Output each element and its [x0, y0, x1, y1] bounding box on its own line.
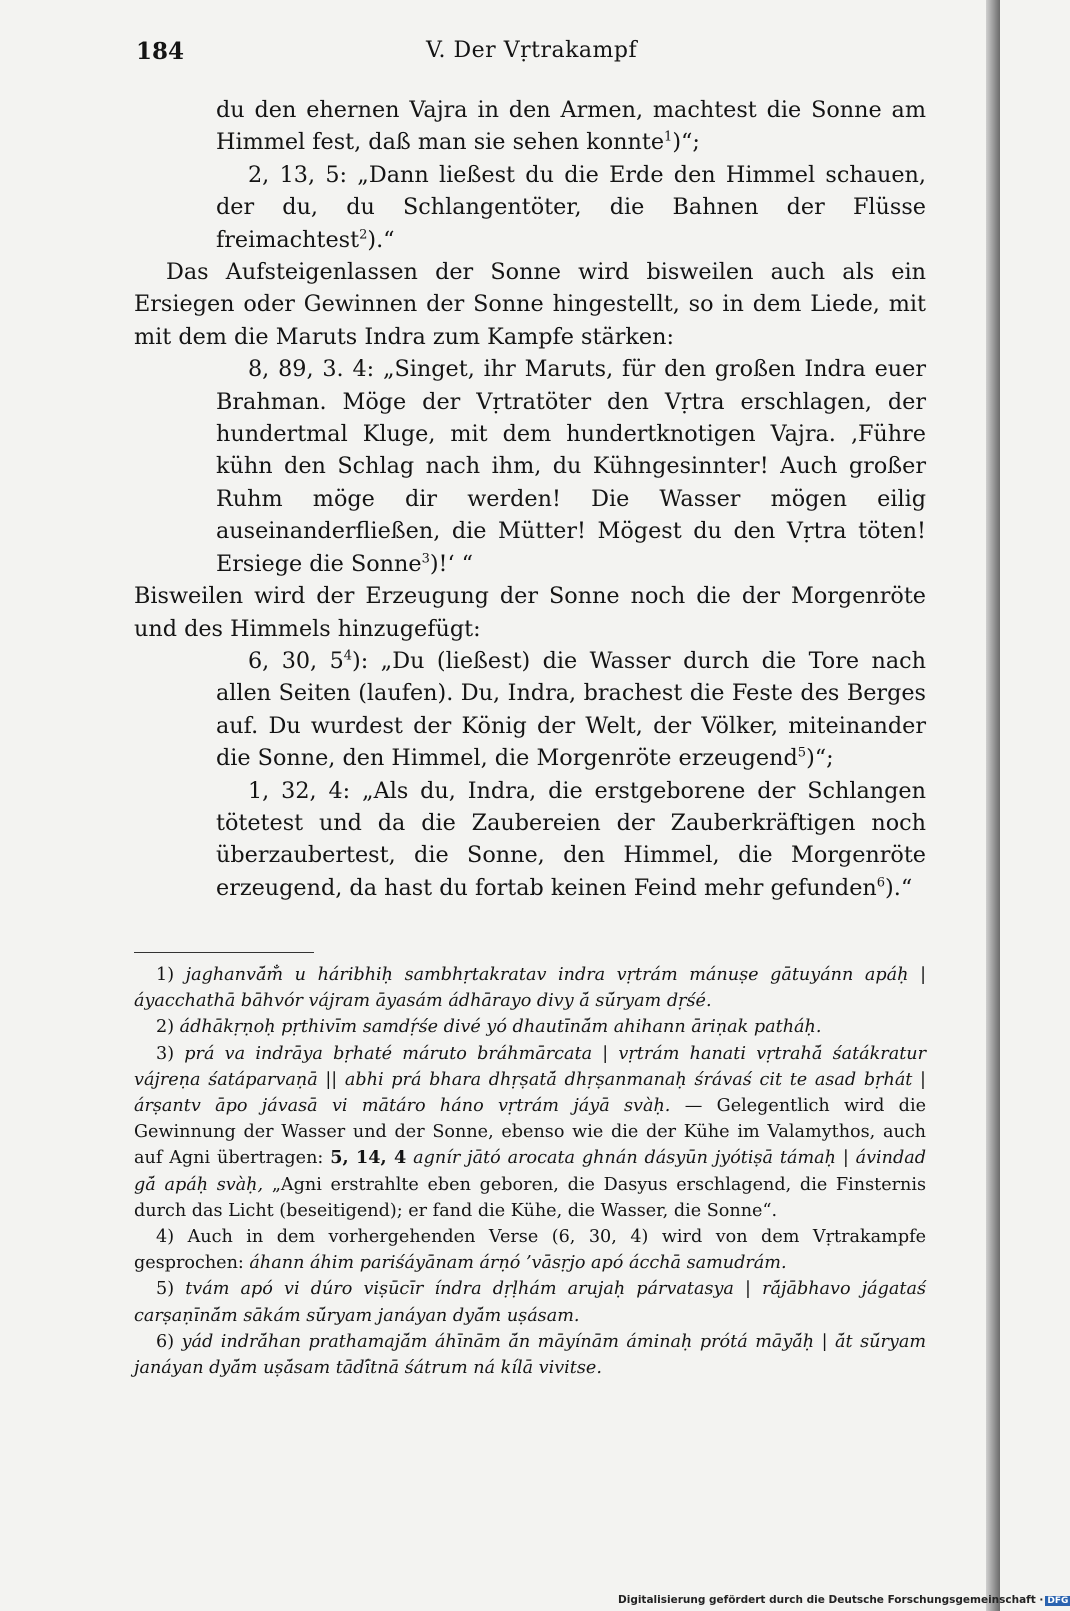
credit-text: Digitalisierung gefördert durch die Deutsche Forschungsgemeinschaft ·	[618, 1594, 1044, 1606]
sanskrit-text: prá va indrāya bṛhaté máruto bráhmārcata | vṛtrám hanati vṛtrahā́ śatákratur vájreṇa śatáparvaṇā || abhi prá bhara dhṛṣatā́ dhṛṣanmanaḥ śrávaś cit te asad bṛhát | árṣantv āpo jávasā vi mātáro háno vṛtrám jáyā svàḥ.	[134, 1043, 927, 1117]
text: )!‘ “	[429, 550, 474, 577]
page-edge-shadow	[986, 0, 1000, 1611]
footnote-ref: 5	[797, 745, 807, 761]
paragraph: Das Aufsteigenlassen der Sonne wird bisweilen auch als ein Ersiegen oder Gewinnen der Sonne hingestellt, so in dem Liede, mit mit dem die Maruts Indra zum Kampfe stärken:	[134, 259, 926, 350]
text: 1, 32, 4: „Als du, Indra, die erstgeborene der Schlangen tötetest und da die Zaubereien der Zauberkräftigen noch überzaubertest, die Sonne, den Himmel, die Morgenröte erzeugend, da hast du fortab keinen Feind mehr gefunden	[216, 777, 926, 901]
verse-ref: 5, 14, 4	[330, 1147, 407, 1169]
quote-2-13-5	[216, 159, 926, 256]
quote-1-32-4	[216, 775, 926, 905]
page-header	[136, 38, 926, 72]
footnote-mark: 4)	[156, 1227, 175, 1248]
footnote-mark: 5)	[156, 1279, 175, 1300]
quote-6-30-5	[216, 645, 926, 775]
quote-continuation	[216, 94, 926, 159]
footnote-6	[134, 1329, 926, 1381]
footnote-ref: 2	[359, 227, 368, 243]
running-title: V. Der Vṛtrakampf	[426, 38, 638, 63]
page-number: 184	[136, 38, 185, 65]
footnote-5	[134, 1276, 926, 1328]
text: Auch in dem vorhergehenden Verse (6, 30, 4) wird von dem Vṛtrakampfe gesprochen:	[134, 1227, 927, 1274]
sanskrit-text: jaghanvā́m̐ u háribhiḥ sambhṛtakratav indra vṛtrám mánuṣe gātuyánn apáḥ | áyacchathā bāhvór vájram āyasám ádhārayo divy ā́ sū́ryam dṛśé.	[134, 965, 926, 1012]
footnote-rule	[134, 952, 314, 953]
text: 2, 13, 5: „Dann ließest du die Erde den Himmel schauen, der du, du Schlangentöter, die Bahnen der Flüsse freimachtest	[216, 161, 926, 253]
footnote-ref: 6	[876, 875, 886, 891]
footnote-4	[134, 1224, 926, 1276]
footnote-mark: 3)	[156, 1043, 175, 1064]
text: ).“	[885, 874, 913, 901]
sanskrit-text: agnír jātó arocata ghnán dásyūn jyótiṣā támaḥ | ávindad gā́ apáḥ svàḥ,	[134, 1148, 927, 1195]
footnote-ref: 4	[343, 648, 353, 664]
text: 8, 89, 3. 4: „Singet, ihr Maruts, für den großen Indra euer Brahman. Möge der Vṛtratöter den Vṛtra erschlagen, der hundertmal Kluge, mit dem hundertknotigen Vajra. ‚Führe kühn den Schlag nach ihm, du Kühngesinnter! Auch großer Ruhm möge dir werden! Die Wasser mögen eilig auseinanderfließen, die Mütter! Mögest du den Vṛtra töten! Ersiege die Sonne	[216, 356, 926, 577]
text: 6, 30, 5	[248, 647, 344, 674]
text: „Agni erstrahlte eben geboren, die Dasyus erschlagend, die Finsternis durch das Licht (beseitigend); er fand die Kühe, die Wasser, die Sonne“.	[134, 1174, 926, 1221]
footnote-ref: 1	[664, 129, 673, 145]
text: )“;	[806, 745, 834, 772]
footnote-2	[134, 1014, 926, 1040]
footnote-1	[134, 962, 926, 1014]
paragraph: Bisweilen wird der Erzeugung der Sonne noch die der Morgenröte und des Himmels hinzugefügt:	[134, 583, 926, 642]
footnote-ref: 3	[421, 551, 430, 567]
footnotes	[134, 962, 926, 1381]
text: ): „Du (ließest) die Wasser durch die Tore nach allen Seiten (laufen). Du, Indra, brachest die Feste des Berges auf. Du wurdest der König der Welt, der Völker, miteinander die Sonne, den Himmel, die Morgenröte erzeugend	[216, 647, 926, 772]
sanskrit-text: tvám apó vi dúro viṣūcīr índra dṛḷhám arujaḥ párvatasya | rā́jābhavo jágataś carṣaṇīnā́m sākám sū́ryam janáyan dyā́m uṣásam.	[134, 1279, 927, 1326]
footnote-mark: 6)	[156, 1331, 175, 1352]
sanskrit-text: ádhākṛṇoḥ pṛthivīm samdṛ́śe divé yó dhautīnā́m ahihann āriṇak patháḥ.	[179, 1017, 822, 1038]
text: )“;	[672, 129, 700, 156]
quote-8-89	[216, 353, 926, 580]
footnote-3	[134, 1041, 926, 1224]
sanskrit-text: yád indrā́han prathamajā́m áhīnām ā́n māyínām áminaḥ prótá māyā́ḥ | ā́t sū́ryam janáyan dyā́m uṣā́sam tādī́tnā śátrum ná kílā vivitse.	[134, 1331, 926, 1379]
dfg-logo: DFG	[1047, 1596, 1069, 1606]
digitization-credit	[618, 1594, 1070, 1606]
main-text	[134, 94, 926, 904]
text: ).“	[367, 226, 395, 253]
text: — Gelegentlich wird die Gewinnung der Wasser und der Sonne, ebenso wie die der Kühe im Valamythos, auch auf Agni übertragen:	[134, 1096, 926, 1169]
footnote-mark: 1)	[156, 965, 175, 985]
sanskrit-text: áhann áhim pariśáyānam árṇó ’vāsṛjo apó ácchā samudrám.	[249, 1253, 787, 1274]
footnote-mark: 2)	[156, 1017, 175, 1038]
text: du den ehernen Vajra in den Armen, machtest die Sonne am Himmel fest, daß man sie sehen konnte	[216, 97, 926, 156]
